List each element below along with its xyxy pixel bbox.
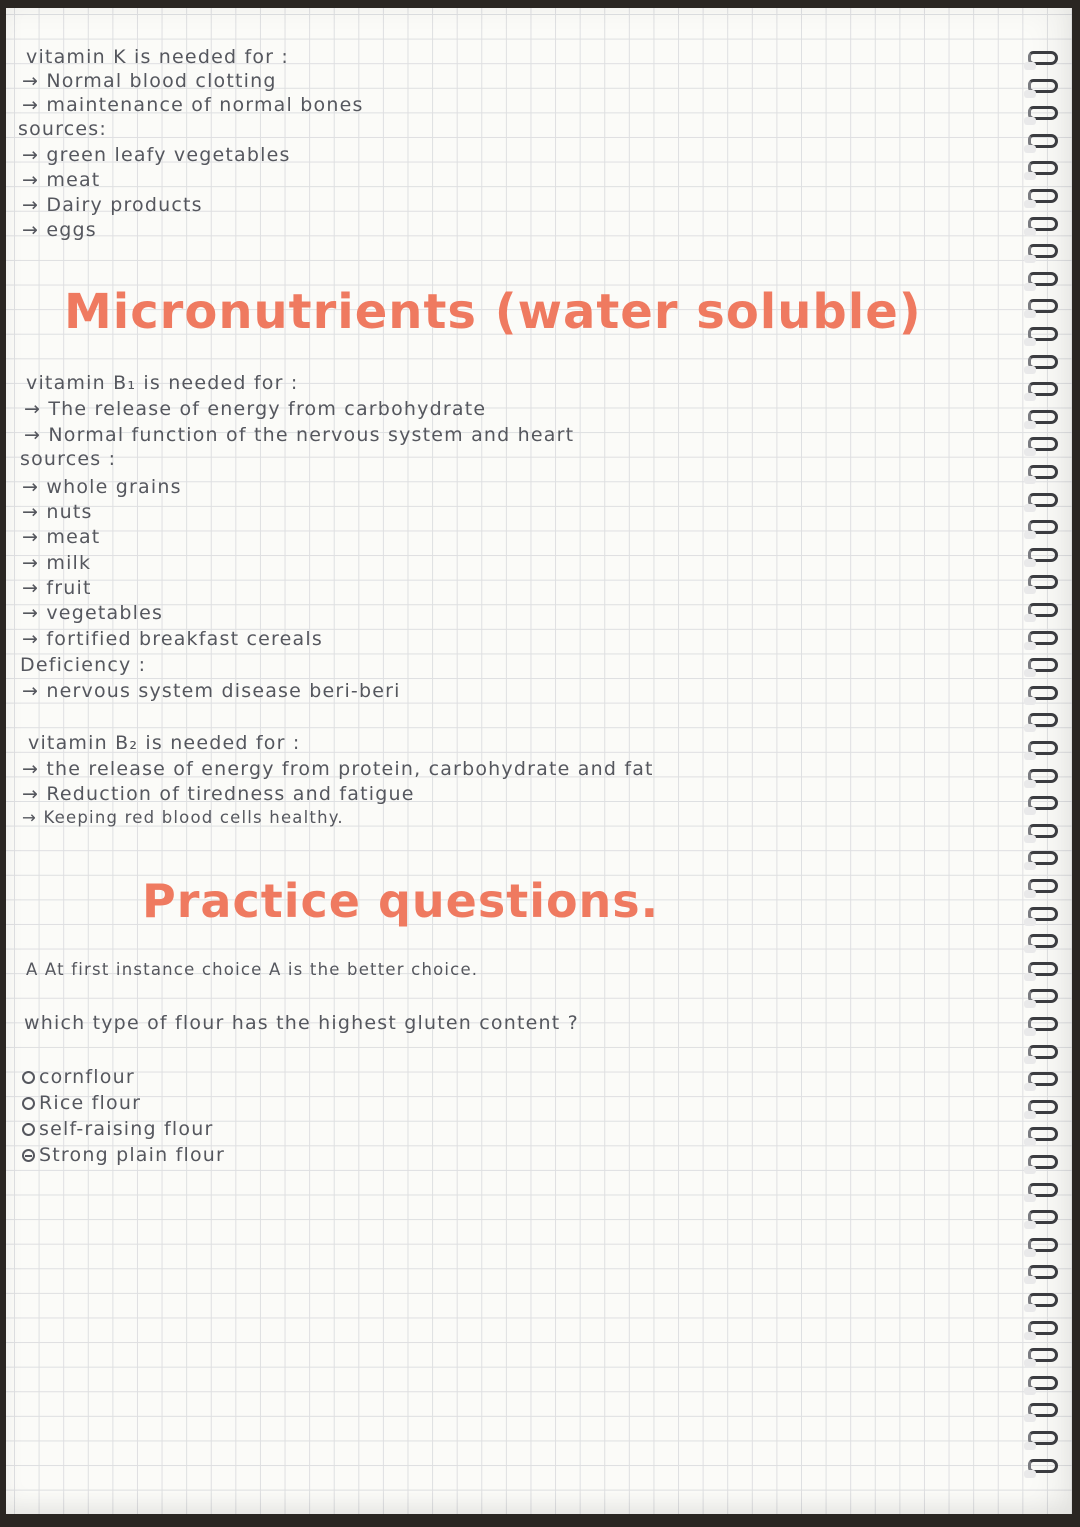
spiral-coil: [1022, 407, 1068, 429]
spiral-coil: [1022, 1014, 1068, 1036]
spiral-coil: [1022, 214, 1068, 236]
vitamin-b1-sources-label: sources :: [20, 448, 117, 470]
option-cornflour[interactable]: [22, 1068, 135, 1087]
vitamin-b1-source-3: → meat: [22, 526, 101, 548]
vitamin-k-source-3: → Dairy products: [22, 194, 203, 216]
vitamin-b1-source-5: → fruit: [22, 577, 92, 599]
spiral-coil: [1022, 186, 1068, 208]
vitamin-b1-deficiency: → nervous system disease beri-beri: [22, 680, 401, 702]
spiral-coil: [1022, 545, 1068, 567]
spiral-coil: [1022, 1400, 1068, 1422]
vitamin-k-source-4: → eggs: [22, 219, 97, 241]
notebook-page: [6, 8, 1072, 1514]
practice-note: A At first instance choice A is the better choice.: [26, 960, 479, 979]
spiral-coil: [1022, 600, 1068, 622]
spiral-coil: [1022, 1318, 1068, 1340]
vitamin-k-need-2: → maintenance of normal bones: [22, 94, 364, 116]
vitamin-b1-source-2: → nuts: [22, 501, 93, 523]
option-rice-flour[interactable]: [22, 1094, 141, 1113]
spiral-coil: [1022, 379, 1068, 401]
spiral-coil: [1022, 1428, 1068, 1450]
spiral-coil: [1022, 352, 1068, 374]
radio-selected-icon[interactable]: [22, 1149, 35, 1162]
spiral-coil: [1022, 793, 1068, 815]
radio-circle-icon[interactable]: [22, 1097, 35, 1110]
spiral-coil: [1022, 324, 1068, 346]
vitamin-b2-need-1: → the release of energy from protein, carbohydrate and fat: [22, 758, 654, 780]
spiral-coil: [1022, 986, 1068, 1008]
option-self-raising-flour[interactable]: [22, 1120, 213, 1139]
spiral-coil: [1022, 1097, 1068, 1119]
practice-questions-title: Practice questions.: [142, 874, 660, 928]
spiral-coil: [1022, 241, 1068, 263]
spiral-coil: [1022, 131, 1068, 153]
vitamin-k-heading: vitamin K is needed for :: [26, 46, 290, 68]
spiral-coil: [1022, 821, 1068, 843]
vitamin-b1-heading: vitamin B₁ is needed for :: [26, 372, 299, 394]
radio-circle-icon[interactable]: [22, 1071, 35, 1084]
vitamin-b2-heading: vitamin B₂ is needed for :: [28, 732, 301, 754]
spiral-coil: [1022, 904, 1068, 926]
spiral-coil: [1022, 931, 1068, 953]
spiral-coil: [1022, 1124, 1068, 1146]
spiral-coil: [1022, 517, 1068, 539]
micronutrients-title: Micronutrients (water soluble): [64, 284, 922, 340]
spiral-coil: [1022, 655, 1068, 677]
spiral-coil: [1022, 848, 1068, 870]
spiral-coil: [1022, 434, 1068, 456]
spiral-coil: [1022, 1290, 1068, 1312]
spiral-coil: [1022, 1152, 1068, 1174]
spiral-coil: [1022, 1345, 1068, 1367]
radio-circle-icon[interactable]: [22, 1123, 35, 1136]
option-label: Strong plain flour: [39, 1144, 226, 1166]
spiral-coil: [1022, 1207, 1068, 1229]
spiral-coil: [1022, 103, 1068, 125]
vitamin-b1-source-6: → vegetables: [22, 602, 164, 624]
option-label: cornflour: [39, 1066, 135, 1088]
option-label: self-raising flour: [39, 1118, 214, 1140]
spiral-coil: [1022, 158, 1068, 180]
spiral-coil: [1022, 572, 1068, 594]
spiral-coil: [1022, 1042, 1068, 1064]
spiral-coil: [1022, 1262, 1068, 1284]
vitamin-b1-source-7: → fortified breakfast cereals: [22, 628, 323, 650]
vitamin-k-sources-label: sources:: [18, 118, 107, 140]
vitamin-k-need-1: → Normal blood clotting: [22, 70, 277, 92]
spiral-coil: [1022, 1373, 1068, 1395]
spiral-coil: [1022, 462, 1068, 484]
vitamin-b1-need-2: → Normal function of the nervous system and heart: [24, 424, 575, 446]
option-label: Rice flour: [39, 1092, 142, 1114]
vitamin-b2-need-2: → Reduction of tiredness and fatigue: [22, 783, 415, 805]
spiral-coil: [1022, 76, 1068, 98]
spiral-coil: [1022, 959, 1068, 981]
spiral-coil: [1022, 1456, 1068, 1478]
option-strong-plain-flour[interactable]: [22, 1146, 225, 1165]
practice-question: which type of flour has the highest gluten content ?: [24, 1012, 579, 1034]
spiral-coil: [1022, 683, 1068, 705]
spiral-coil: [1022, 710, 1068, 732]
spiral-coil: [1022, 490, 1068, 512]
vitamin-b1-source-1: → whole grains: [22, 476, 182, 498]
spiral-coil: [1022, 738, 1068, 760]
spiral-coil: [1022, 876, 1068, 898]
vitamin-k-source-1: → green leafy vegetables: [22, 144, 291, 166]
spiral-coil: [1022, 48, 1068, 70]
spiral-coil: [1022, 1180, 1068, 1202]
vitamin-k-source-2: → meat: [22, 169, 101, 191]
spiral-coil: [1022, 296, 1068, 318]
vitamin-b2-need-3: → Keeping red blood cells healthy.: [22, 808, 344, 827]
spiral-coil: [1022, 1235, 1068, 1257]
spiral-coil: [1022, 766, 1068, 788]
spiral-coil: [1022, 1069, 1068, 1091]
spiral-coil: [1022, 269, 1068, 291]
vitamin-b1-need-1: → The release of energy from carbohydrate: [24, 398, 487, 420]
spiral-coil: [1022, 628, 1068, 650]
vitamin-b1-deficiency-label: Deficiency :: [20, 654, 147, 676]
vitamin-b1-source-4: → milk: [22, 552, 92, 574]
